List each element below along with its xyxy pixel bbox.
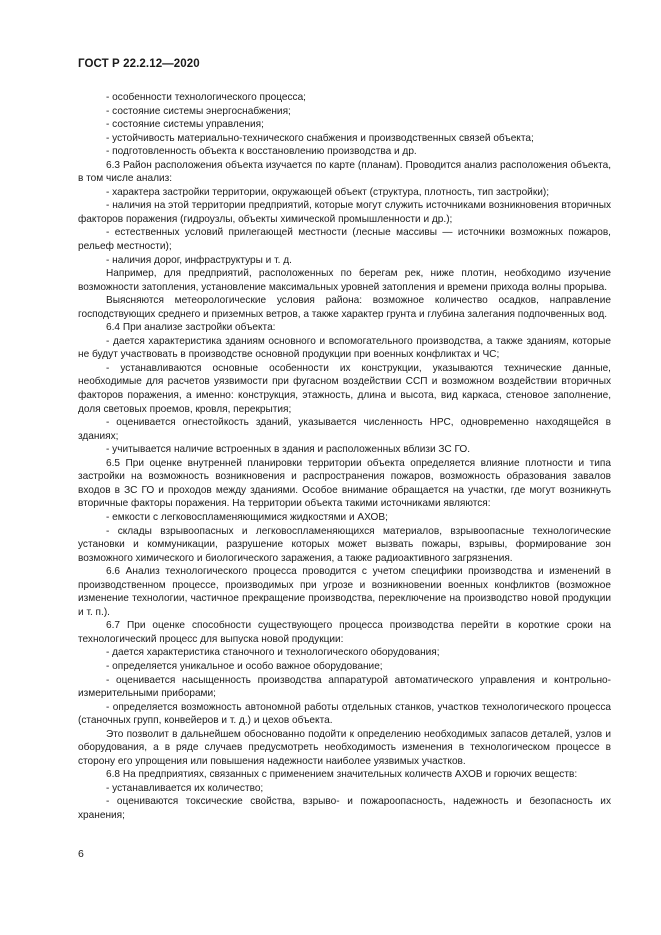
paragraph: Это позволит в дальнейшем обоснованно подойти к определению необходимых запасов деталей, узлов и оборудования, а в ряде случаев предусмотреть необходимость изменения в технологическом процессе в сторону его упрощения или повышения надежности наиболее уязвимых участков.	[78, 728, 611, 767]
paragraph: 6.8 На предприятиях, связанных с применением значительных количеств АХОВ и горючих веществ:	[106, 769, 578, 781]
paragraph: - подготовленность объекта к восстановлению производства и др.	[106, 146, 417, 158]
document-header: ГОСТ Р 22.2.12—2020	[78, 58, 200, 70]
paragraph: - склады взрывоопасных и легковоспламеняющихся материалов, взрывоопасные технологические установки и коммуникации, разрушение которых может вызвать пожары, взрывы, формирование зон возможного химического и биологического заражения, а также радиоактивного загрязнения.	[78, 525, 611, 564]
paragraph: - устойчивость материально-технического снабжения и производственных связей объекта;	[106, 132, 534, 144]
paragraph: - характера застройки территории, окружающей объект (структура, плотность, тип застройки);	[106, 186, 550, 198]
paragraph: - оценивается насыщенность производства аппаратурой автоматического управления и контрольно-измерительными приборами;	[78, 674, 611, 700]
paragraph: - состояние системы управления;	[106, 119, 264, 131]
paragraph: - состояние системы энергоснабжения;	[106, 105, 291, 117]
paragraph: - определяется уникальное и особо важное оборудование;	[106, 660, 383, 672]
paragraph: - определяется возможность автономной работы отдельных станков, участков технологического процесса (станочных групп, конвейеров и т. д.) и цехов объекта.	[78, 701, 611, 727]
paragraph: Например, для предприятий, расположенных по берегам рек, ниже плотин, необходимо изучение возможности затопления, установление максимальных уровней затопления и времени прихода волны прорыва.	[78, 268, 611, 293]
paragraph: - устанавливаются основные особенности их конструкции, указываются технические данные, необходимые для расчетов уязвимости при фугасном воздействии ССП и возможном воздействии вторичных факторов поражения, а именно: конструкция, этажность, длина и высота, вид каркаса, стеновое заполнение, доля световых проемов, кровля, перекрытия;	[78, 362, 611, 415]
paragraph: - оцениваются токсические свойства, взрыво- и пожароопасность, надежность и безопасность их хранения;	[78, 796, 611, 821]
page-number: 6	[78, 848, 84, 860]
paragraph: - устанавливается их количество;	[106, 782, 264, 794]
paragraph: 6.4 При анализе застройки объекта:	[106, 322, 276, 334]
paragraph: 6.3 Район расположения объекта изучается по карте (планам). Проводится анализ расположения объекта, в том числе анализ:	[78, 159, 611, 185]
paragraph: - наличия на этой территории предприятий, которые могут служить источниками возникновения вторичных факторов поражения (гидроузлы, объекты химической промышленности и др.);	[78, 200, 611, 225]
paragraph: - наличия дорог, инфраструктуры и т. д.	[106, 254, 292, 266]
paragraph: 6.7 При оценке способности существующего процесса производства перейти в короткие сроки на технологический процесс для выпуска новой продукции:	[78, 620, 611, 645]
paragraph: Выясняются метеорологические условия района: возможное количество осадков, направление господствующих среднего и приземных ветров, а также характер грунта и глубина залегания подпочвенных вод.	[78, 295, 611, 320]
paragraph: - естественных условий прилегающей местности (лесные массивы — источники возможных пожаров, рельеф местности);	[78, 227, 611, 253]
paragraph: - дается характеристика зданиям основного и вспомогательного производства, а также зданиям, которые не будут участвовать в производстве основной продукции при военных конфликтах и ЧС;	[78, 335, 611, 361]
paragraph: - особенности технологического процесса;	[106, 92, 306, 103]
paragraph: 6.5 При оценке внутренней планировки территории объекта определяется влияние плотности и типа застройки на возможность возникновения и распространения пожаров, возможность образования завалов входов в ЗС ГО и проходов между зданиями. Особое внимание обращается на участки, где могут возникнуть вторичные факторы поражения. На территории объекта такими источниками являются:	[78, 457, 611, 510]
paragraph: - оценивается огнестойкость зданий, указывается численность НРС, одновременно находящейся в зданиях;	[78, 417, 611, 442]
paragraph: - емкости с легковоспламеняющимися жидкостями и АХОВ;	[106, 511, 388, 523]
paragraph: - учитывается наличие встроенных в здания и расположенных вблизи ЗС ГО.	[106, 444, 471, 456]
document-body	[78, 91, 611, 823]
paragraph: 6.6 Анализ технологического процесса проводится с учетом специфики производства и изменений в производственном процессе, производимых при угрозе и возникновении военных конфликтов (возможное изменение технологии, частичное прекращение производства, переключение на производство новой продукции и т. п.).	[78, 566, 611, 618]
paragraph: - дается характеристика станочного и технологического оборудования;	[106, 647, 440, 659]
